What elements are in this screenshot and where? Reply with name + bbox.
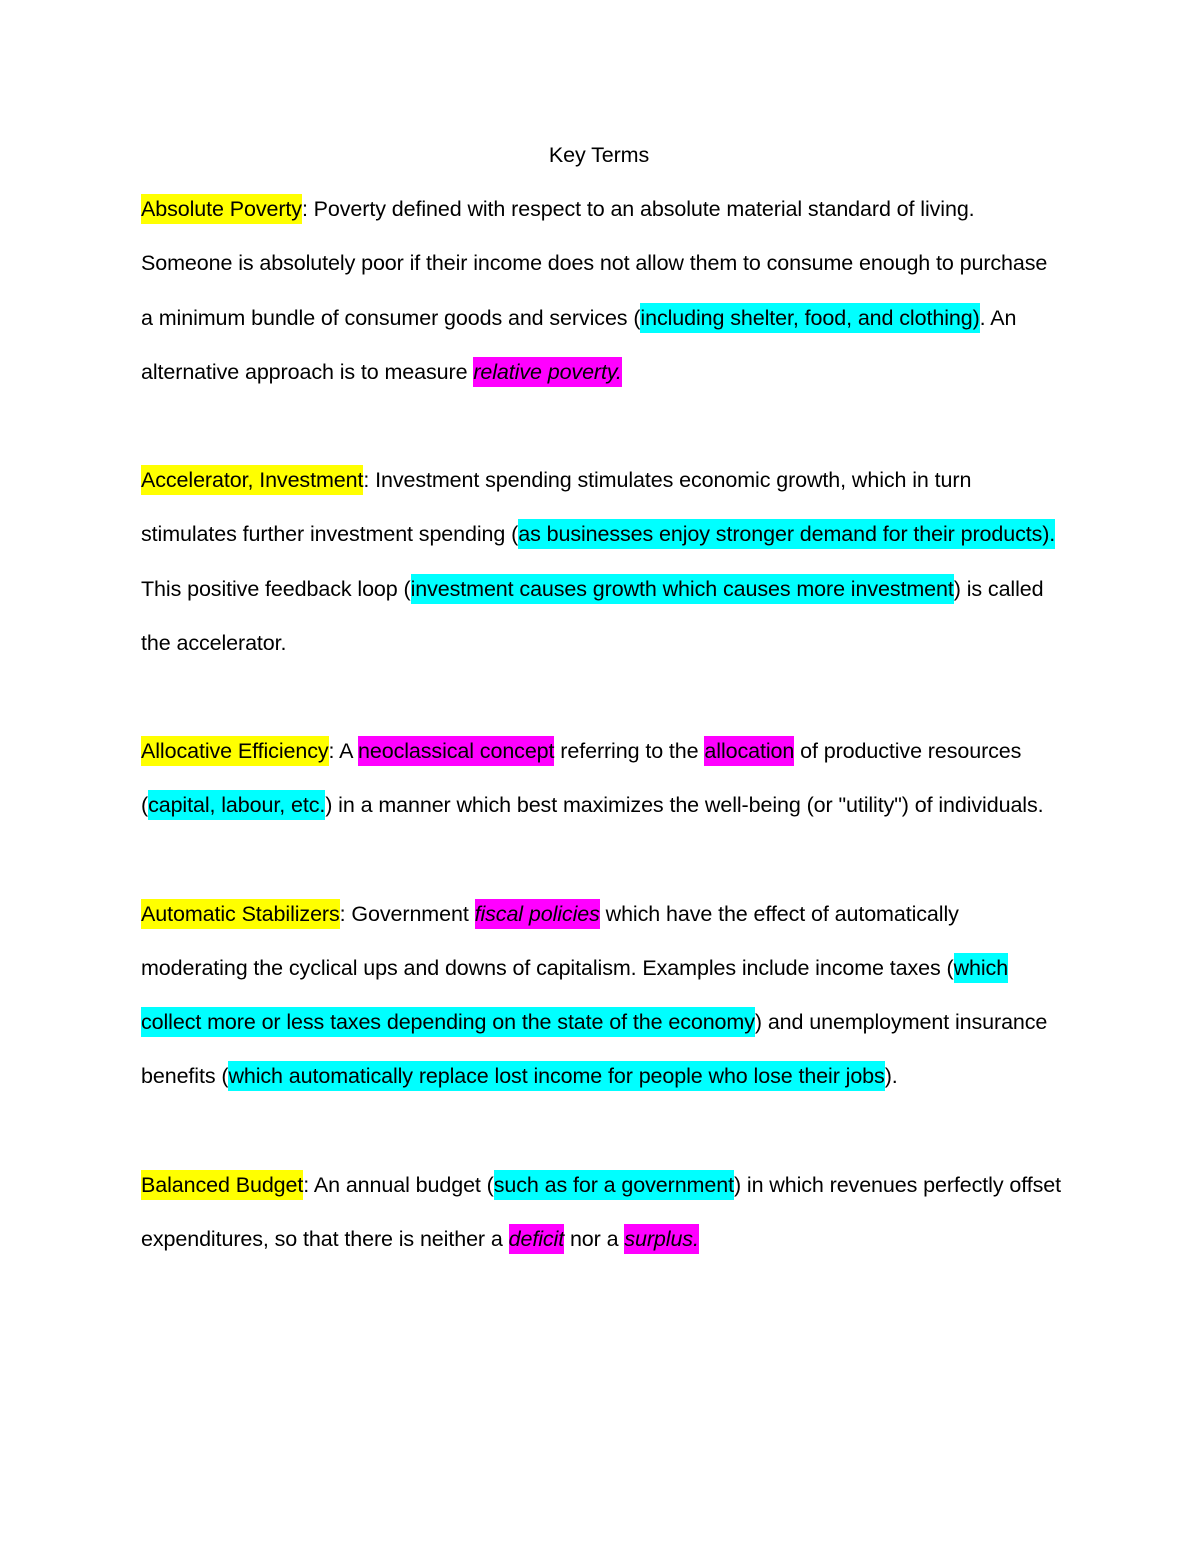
note-highlight: which collect more or less taxes depending on the state of the economy [141, 953, 1008, 1037]
document-body [141, 128, 1061, 1266]
entry-text: : Poverty defined with respect to an absolute material standard of living. Someone is absolutely poor if their income does not allow them to consume enough to purchase a minimum bundle of consumer goods and services ( [141, 197, 1048, 330]
entry-text: ) and unemployment insurance benefits ( [141, 1010, 1048, 1089]
term-highlight: Accelerator, Investment [141, 465, 363, 495]
reference-highlight: allocation [704, 736, 794, 766]
glossary-entry [141, 724, 1061, 832]
entry-text: ) in a manner which best maximizes the well-being (or "utility") of individuals. [325, 793, 1044, 818]
entry-text: : Government [339, 901, 475, 926]
entry-text: which have the effect of automatically moderating the cyclical ups and downs of capitalism. Examples include income taxes ( [141, 901, 959, 980]
entry-text: : An annual budget ( [303, 1172, 494, 1197]
reference-highlight: fiscal policies [475, 899, 600, 929]
note-highlight: including shelter, food, and clothing) [640, 303, 979, 333]
glossary-entry [141, 887, 1061, 1104]
glossary-entry [141, 1158, 1061, 1266]
reference-highlight: surplus. [624, 1224, 698, 1254]
note-highlight: as businesses enjoy stronger demand for their products). [518, 519, 1055, 549]
entry-text: ) is called the accelerator. [141, 576, 1044, 655]
glossary-entry [141, 182, 1061, 399]
term-highlight: Absolute Poverty [141, 194, 302, 224]
glossary-entry [141, 453, 1061, 670]
term-highlight: Allocative Efficiency [141, 736, 329, 766]
note-highlight: investment causes growth which causes more investment [411, 574, 954, 604]
note-highlight: which automatically replace lost income for people who lose their jobs [228, 1061, 884, 1091]
entry-text: of productive resources ( [141, 739, 1022, 818]
entry-text: : A [328, 739, 359, 764]
entry-text: . An alternative approach is to measure [141, 305, 1017, 384]
term-highlight: Balanced Budget [141, 1170, 303, 1200]
document-title: Key Terms [548, 143, 650, 167]
term-highlight: Automatic Stabilizers [141, 899, 340, 929]
glossary-entries [141, 182, 1061, 1266]
note-highlight: capital, labour, etc. [148, 790, 325, 820]
entry-text: referring to the [554, 739, 705, 764]
entry-text: ). [884, 1064, 898, 1089]
entry-text: This positive feedback loop ( [141, 576, 411, 601]
reference-highlight: relative poverty. [473, 357, 621, 387]
entry-text: ) in which revenues perfectly offset expenditures, so that there is neither a [141, 1172, 1061, 1251]
reference-highlight: neoclassical concept [358, 736, 554, 766]
reference-highlight: deficit [509, 1224, 564, 1254]
entry-text: nor a [564, 1227, 625, 1251]
note-highlight: such as for a government [494, 1170, 734, 1200]
entry-text: : Investment spending stimulates economic growth, which in turn stimulates further investment spending ( [141, 468, 972, 547]
